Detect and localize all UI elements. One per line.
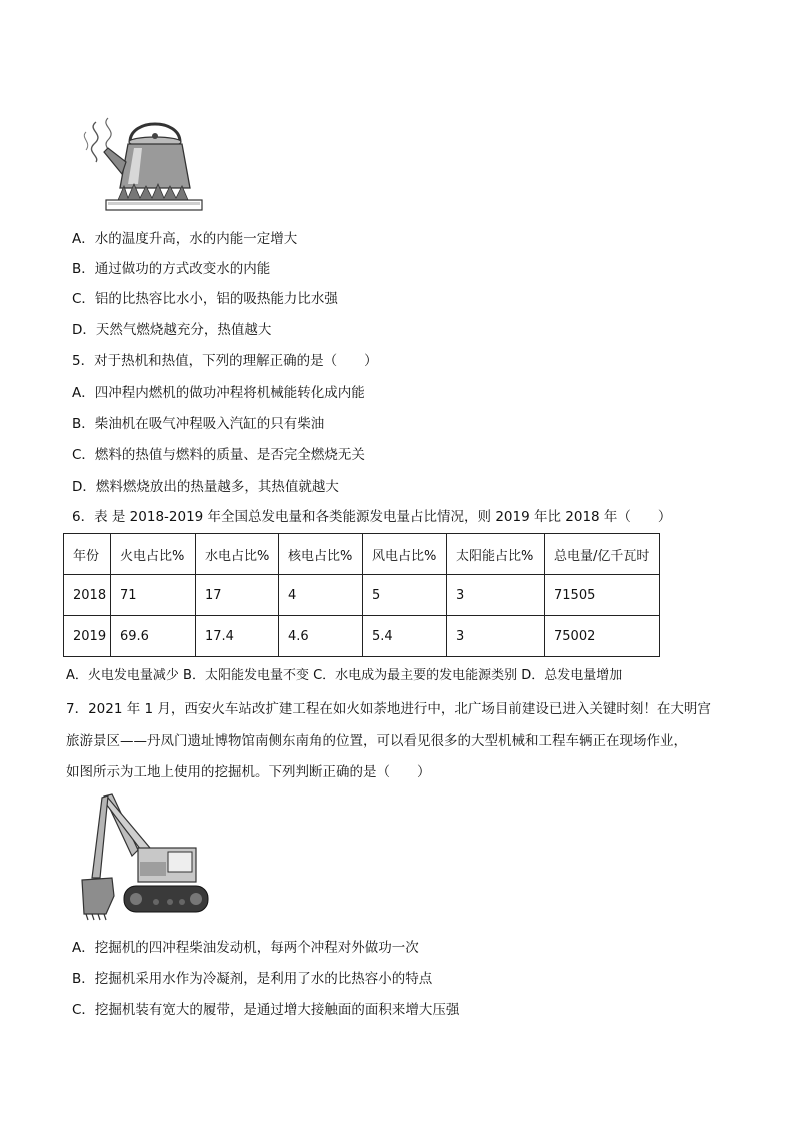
q5-option-c: C．燃料的热值与燃料的质量、是否完全燃烧无关 bbox=[72, 447, 365, 463]
table-cell: 4.6 bbox=[279, 616, 363, 657]
table-header-cell: 风电占比% bbox=[363, 534, 447, 575]
q6-options: A．火电发电量减少 B．太阳能发电量不变 C．水电成为最主要的发电能源类别 D．总发电量增加 bbox=[66, 668, 623, 683]
table-cell: 17.4 bbox=[196, 616, 279, 657]
q5-option-b: B．柴油机在吸气冲程吸入汽缸的只有柴油 bbox=[72, 416, 325, 432]
table-cell: 71505 bbox=[545, 575, 660, 616]
table-header-cell: 核电占比% bbox=[279, 534, 363, 575]
q7-stem-line-1: 7．2021 年 1 月，西安火车站改扩建工程在如火如荼地进行中，北广场目前建设已进入关键时刻！在大明宫 bbox=[66, 701, 711, 717]
kettle-on-stove-figure bbox=[78, 112, 204, 212]
table-cell: 2018 bbox=[64, 575, 111, 616]
table-header-row bbox=[64, 534, 660, 575]
table-cell: 4 bbox=[279, 575, 363, 616]
q4-option-a: A．水的温度升高，水的内能一定增大 bbox=[72, 231, 298, 247]
table-cell: 69.6 bbox=[111, 616, 196, 657]
q5-option-d: D．燃料燃烧放出的热量越多，其热值就越大 bbox=[72, 479, 339, 495]
table-header-cell: 火电占比% bbox=[111, 534, 196, 575]
table-cell: 5 bbox=[363, 575, 447, 616]
q6-stem: 6．表 是 2018-2019 年全国总发电量和各类能源发电量占比情况，则 2019 年比 2018 年（ ） bbox=[72, 509, 672, 525]
table-cell: 3 bbox=[447, 575, 545, 616]
table-row bbox=[64, 616, 660, 657]
table-cell: 5.4 bbox=[363, 616, 447, 657]
table-cell: 75002 bbox=[545, 616, 660, 657]
q7-stem-line-2: 旅游景区——丹凤门遗址博物馆南侧东南角的位置，可以看见很多的大型机械和工程车辆正在现场作业， bbox=[66, 733, 687, 749]
table-row bbox=[64, 575, 660, 616]
power-generation-table bbox=[63, 533, 660, 657]
q7-option-b: B．挖掘机采用水作为冷凝剂，是利用了水的比热容小的特点 bbox=[72, 971, 433, 987]
table-cell: 71 bbox=[111, 575, 196, 616]
table-header-cell: 太阳能占比% bbox=[447, 534, 545, 575]
q4-option-b: B．通过做功的方式改变水的内能 bbox=[72, 261, 271, 277]
q7-option-a: A．挖掘机的四冲程柴油发动机，每两个冲程对外做功一次 bbox=[72, 940, 419, 956]
table-header-cell: 总电量/亿千瓦时 bbox=[545, 534, 660, 575]
table-cell: 3 bbox=[447, 616, 545, 657]
q4-option-c: C．铝的比热容比水小，铝的吸热能力比水强 bbox=[72, 291, 338, 307]
q5-option-a: A．四冲程内燃机的做功冲程将机械能转化成内能 bbox=[72, 385, 365, 401]
table-cell: 17 bbox=[196, 575, 279, 616]
q7-option-c: C．挖掘机装有宽大的履带，是通过增大接触面的面积来增大压强 bbox=[72, 1002, 460, 1018]
q5-stem: 5．对于热机和热值，下列的理解正确的是（ ） bbox=[72, 353, 378, 369]
q4-option-d: D．天然气燃烧越充分，热值越大 bbox=[72, 322, 272, 338]
table-cell: 2019 bbox=[64, 616, 111, 657]
q7-stem-line-3: 如图所示为工地上使用的挖掘机。下列判断正确的是（ ） bbox=[66, 764, 431, 780]
table-header-cell: 年份 bbox=[64, 534, 111, 575]
table-header-cell: 水电占比% bbox=[196, 534, 279, 575]
excavator-figure bbox=[78, 790, 210, 922]
